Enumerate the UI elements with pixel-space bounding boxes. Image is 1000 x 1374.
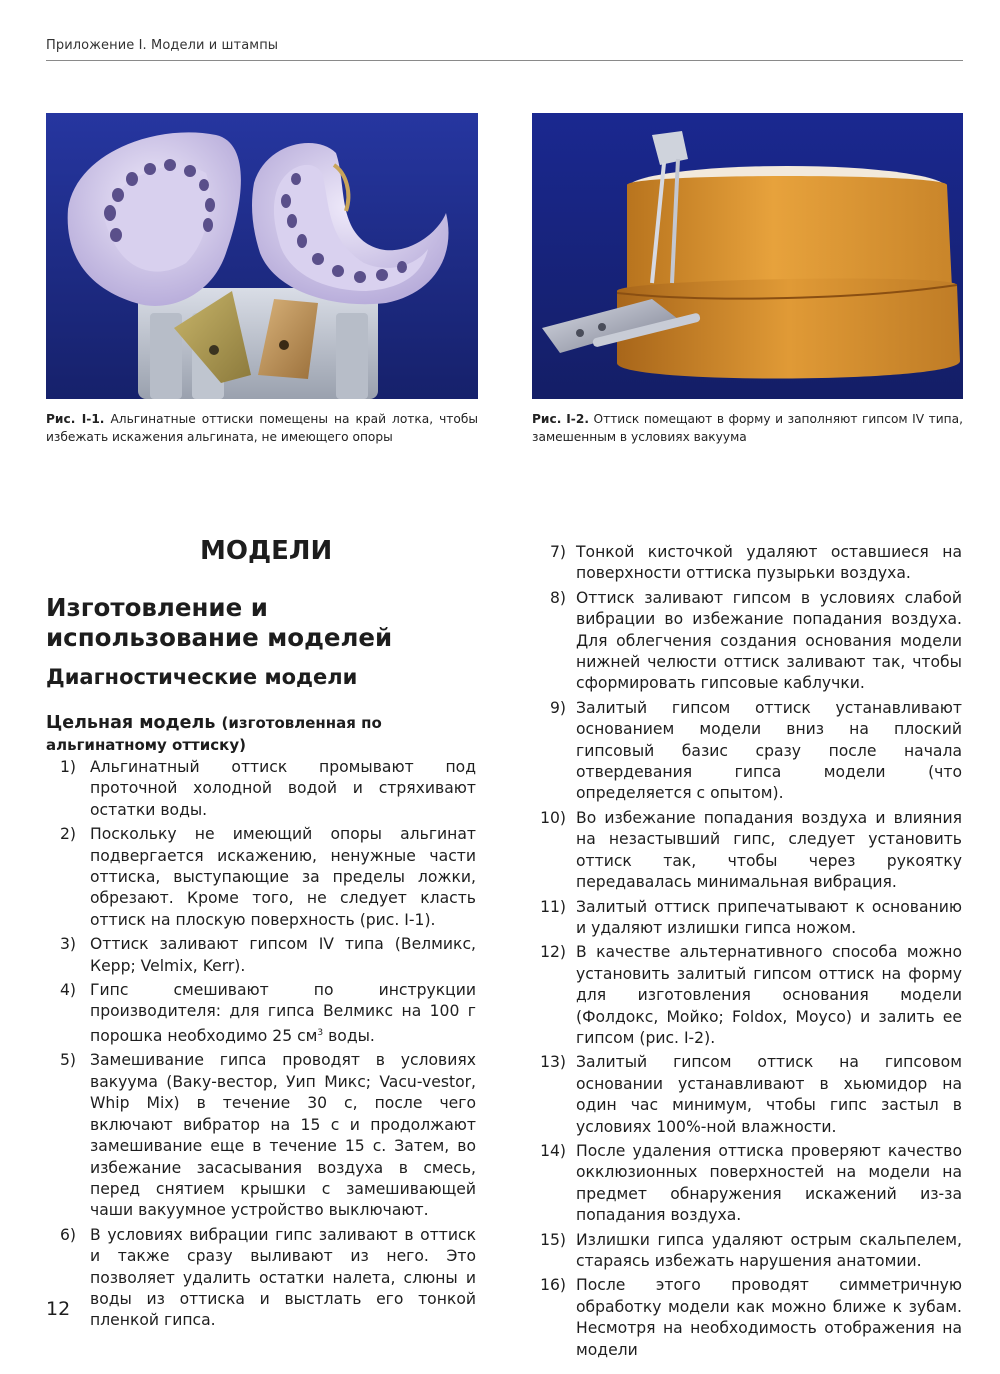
list-item [532, 698, 962, 805]
heading-level-4-sub: (изготовленная по альгинатному оттиску) [46, 714, 382, 754]
model-former-illustration [532, 113, 963, 399]
heading-level-2: Изготовление и использование моделей [46, 593, 393, 652]
running-head: Приложение I. Модели и штампы [46, 38, 279, 53]
list-item [532, 897, 962, 940]
figure-1-caption [46, 410, 478, 446]
item-text: Залитый гипсом оттиск устанавливают основанием модели вниз на плоский гипсовый базис сразу после начала отвердевания гипса модели (что определяется с опытом). [576, 698, 962, 803]
list-item [46, 980, 476, 1047]
list-item [46, 757, 476, 821]
item-number: 7) [549, 543, 566, 561]
item-text: Поскольку не имеющий опоры альгинат подвергается искажению, ненужные части оттиска, выступающие за пределы ложки, обрезают. Кроме того, не следует класть оттиск на плоскую поверхность (рис. I-1). [90, 825, 476, 929]
list-item [532, 1052, 962, 1138]
item-text: После этого проводят симметричную обработку модели как можно ближе к зубам. Несмотря на необходимость отображения на модели [576, 1276, 962, 1359]
item-text: Излишки гипса удаляют острым скальпелем, стараясь избежать нарушения анатомии. [576, 1230, 962, 1270]
list-item [532, 942, 962, 1049]
heading-level-3: Диагностические модели [46, 665, 358, 689]
item-text: Во избежание попадания воздуха и влияния на незастывший гипс, следует установить оттиск так, чтобы через рукоятку передавалась минимальная вибрация. [576, 808, 962, 892]
item-number: 9) [549, 698, 566, 717]
item-text: В условиях вибрации гипс заливают в оттиск и также сразу выливают из него. Это позволяет удалить остатки налета, слюны и воды из оттиска и выстлать его тонкой пленкой гипса. [90, 1225, 476, 1330]
item-number: 4) [59, 981, 76, 1000]
item-text: Замешивание гипса проводят в условиях вакуума (Ваку-вестор, Уип Микс; Vacu-vestor, Whip Mix) в течение 30 с, после чего включают вибратор на 15 с и продолжают замешивание еще в течение 15 с. Затем, во избежание засасывания воздуха в смесь, перед снятием крышки с замешивающей чаши вакуумное устройство выключают. [90, 1051, 476, 1220]
item-number: 8) [549, 588, 566, 607]
item-number: 10) [540, 808, 566, 827]
item-number: 14) [540, 1141, 566, 1160]
item-text: Залитый оттиск припечатывают к основанию и удаляют излишки гипса ножом. [576, 897, 962, 937]
item-number: 13) [540, 1053, 566, 1072]
list-item [46, 934, 476, 977]
superscript: 3 [317, 1027, 324, 1038]
item-number: 1) [59, 758, 76, 776]
list-item [46, 1225, 476, 1332]
item-text: Гипс смешивают по инструкции производителя: для гипса Велмикс на 100 г порошка необходимо 25 см [90, 981, 476, 1046]
item-number: 15) [540, 1230, 566, 1249]
figure-1-text: Альгинатные оттиски помещены на край лотка, чтобы избежать искажения альгината, не имеющего опоры [46, 412, 478, 444]
list-item [532, 542, 962, 585]
alginate-impressions-illustration [46, 113, 478, 399]
figure-1-label: Рис. I-1. [46, 412, 105, 426]
heading-level-4 [46, 712, 446, 756]
item-text: В качестве альтернативного способа можно установить залитый гипсом оттиск на форму для изготовления основания модели (Фолдокс, Мойко; Foldox, Moyco) и залить ее гипсом (рис. I-2). [576, 943, 962, 1047]
figure-2-caption [532, 410, 963, 446]
item-text: Залитый гипсом оттиск на гипсовом основании устанавливают в хьюмидор на один час минимум, чтобы гипс застыл в условиях 100%-ной влажности. [576, 1053, 962, 1136]
figure-2-text: Оттиск помещают в форму и заполняют гипсом IV типа, замешенным в условиях вакуума [532, 412, 963, 444]
header-rule [46, 60, 963, 61]
list-item [532, 808, 962, 894]
section-title: МОДЕЛИ [200, 536, 333, 566]
heading-level-4-main: Цельная модель [46, 713, 222, 733]
procedure-list-left [46, 757, 476, 1335]
figure-2-photo [532, 113, 963, 399]
page-number: 12 [46, 1298, 71, 1320]
figure-1-photo [46, 113, 478, 399]
item-number: 16) [540, 1276, 566, 1295]
item-number: 6) [59, 1225, 76, 1244]
list-item [46, 824, 476, 931]
item-text: Альгинатный оттиск промывают под проточной холодной водой и стряхивают остатки воды. [90, 758, 476, 819]
item-text: Тонкой кисточкой удаляют оставшиеся на поверхности оттиска пузырьки воздуха. [576, 543, 962, 583]
item-number: 12) [540, 943, 566, 962]
list-item [46, 1050, 476, 1221]
item-text: Оттиск заливают гипсом в условиях слабой вибрации во избежание попадания воздуха. Для облегчения создания основания модели нижней челюсти оттиск заливают так, чтобы сформировать гипсовые каблучки. [576, 588, 962, 693]
list-item [532, 1141, 962, 1227]
figure-2-label: Рис. I-2. [532, 412, 589, 426]
list-item [532, 588, 962, 695]
procedure-list-right [532, 542, 962, 1364]
item-number: 11) [540, 897, 566, 916]
item-number: 2) [59, 825, 76, 844]
item-number: 3) [59, 935, 76, 954]
item-text: Оттиск заливают гипсом IV типа (Велмикс, Керр; Velmix, Kerr). [90, 935, 476, 975]
item-number: 5) [59, 1051, 76, 1070]
list-item [532, 1275, 962, 1361]
item-text: После удаления оттиска проверяют качество окклюзионных поверхностей на модели на предмет обнаружения искажений из-за попадания воздуха. [576, 1141, 962, 1225]
item-text-tail: воды. [323, 1027, 375, 1046]
list-item [532, 1230, 962, 1273]
